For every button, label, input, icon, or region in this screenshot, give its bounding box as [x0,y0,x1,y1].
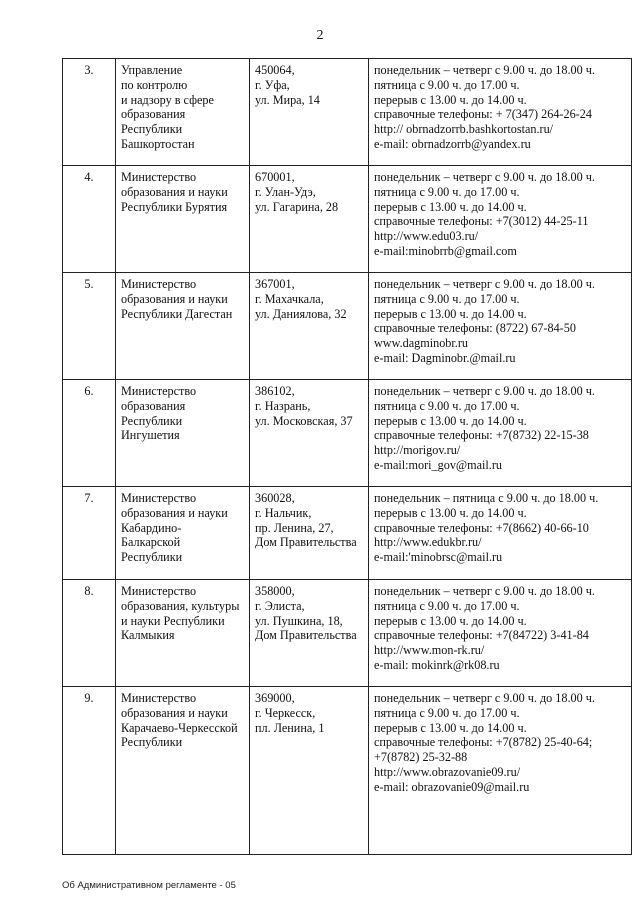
schedule-contacts-line: пятница с 9.00 ч. до 17.00 ч. [374,291,520,306]
address-line: 358000, [255,584,295,598]
schedule-contacts-line: http://morigov.ru/ [374,443,461,458]
schedule-contacts-line: e-mail: Dagminobr.@mail.ru [374,350,516,365]
organization-line: образования и науки [121,705,228,720]
agencies-table [62,58,632,855]
schedule-contacts-line: http://www.obrazovanie09.ru/ [374,764,521,779]
organization-line: Республики [121,735,183,750]
schedule-contacts-line: понедельник – четверг с 9.00 ч. до 18.00 ч. [374,277,595,291]
schedule-contacts-cell [369,273,632,380]
address-line: г. Нальчик, [255,505,312,520]
address-cell [250,273,369,380]
row-number-cell: 4. [63,166,116,273]
schedule-contacts-line: понедельник – четверг с 9.00 ч. до 18.00 ч. [374,63,595,77]
organization-cell [116,487,250,580]
organization-line: Республики [121,413,183,428]
schedule-contacts-line: перерыв с 13.00 ч. до 14.00 ч. [374,505,527,520]
schedule-contacts-line: перерыв с 13.00 ч. до 14.00 ч. [374,306,527,321]
table-row [63,166,632,273]
address-line: 450064, [255,63,295,77]
organization-line: Республики Бурятия [121,199,228,214]
organization-line: образования и науки [121,291,228,306]
table-row [63,687,632,855]
organization-line: образования и науки [121,505,228,520]
address-line: ул. Московская, 37 [255,413,353,428]
schedule-contacts-line: e-mail: obrazovanie09@mail.ru [374,779,530,794]
organization-line: образования [121,107,186,122]
organization-cell [116,273,250,380]
schedule-contacts-line: e-mail: obrnadzorrb@yandex.ru [374,136,531,151]
schedule-contacts-line: справочные телефоны: +7(8782) 25-40-64; [374,735,593,750]
table-row [63,59,632,166]
address-line: ул. Мира, 14 [255,92,320,107]
organization-line: Министерство [121,170,197,184]
table-row [63,273,632,380]
schedule-contacts-cell [369,487,632,580]
schedule-contacts-line: пятница с 9.00 ч. до 17.00 ч. [374,598,520,613]
address-line: г. Улан-Удэ, [255,184,316,199]
organization-line: Управление [121,63,183,77]
schedule-contacts-line: понедельник – четверг с 9.00 ч. до 18.00 ч. [374,170,595,184]
organization-line: Кабардино- [121,520,182,535]
row-number-cell: 5. [63,273,116,380]
address-line: пр. Ленина, 27, [255,520,334,535]
agencies-table-body [63,59,632,855]
organization-line: образования, культуры [121,598,240,613]
organization-line: Республики Дагестан [121,306,233,321]
address-line: г. Назрань, [255,398,311,413]
address-line: г. Черкесск, [255,705,316,720]
schedule-contacts-line: пятница с 9.00 ч. до 17.00 ч. [374,77,520,92]
schedule-contacts-line: перерыв с 13.00 ч. до 14.00 ч. [374,199,527,214]
table-row [63,487,632,580]
schedule-contacts-line: понедельник – пятница с 9.00 ч. до 18.00 ч. [374,491,599,505]
address-cell [250,59,369,166]
organization-line: Министерство [121,691,197,705]
address-line: 369000, [255,691,295,705]
organization-cell [116,380,250,487]
organization-line: Карачаево-Черкесской [121,720,238,735]
schedule-contacts-line: www.dagminobr.ru [374,336,468,351]
schedule-contacts-cell [369,59,632,166]
row-number-cell: 8. [63,580,116,687]
organization-line: по контролю [121,77,188,92]
schedule-contacts-line: справочные телефоны: + 7(347) 264-26-24 [374,107,592,122]
organization-cell [116,687,250,855]
schedule-contacts-line: пятница с 9.00 ч. до 17.00 ч. [374,184,520,199]
schedule-contacts-line: справочные телефоны: +7(3012) 44-25-11 [374,214,589,229]
organization-cell [116,580,250,687]
address-cell [250,166,369,273]
address-line: ул. Пушкина, 18, [255,613,343,628]
schedule-contacts-line: перерыв с 13.00 ч. до 14.00 ч. [374,720,527,735]
address-line: 386102, [255,384,295,398]
schedule-contacts-line: справочные телефоны: +7(84722) 3-41-84 [374,628,589,643]
schedule-contacts-cell [369,380,632,487]
organization-line: Башкортостан [121,136,195,151]
table-row [63,380,632,487]
organization-line: и науки Республики [121,613,225,628]
schedule-contacts-line: http://www.mon-rk.ru/ [374,643,485,658]
address-line: 670001, [255,170,295,184]
schedule-contacts-cell [369,687,632,855]
organization-line: образования и науки [121,184,228,199]
organization-line: Ингушетия [121,428,180,443]
address-line: г. Уфа, [255,77,290,92]
address-cell [250,487,369,580]
schedule-contacts-line: e-mail:minobrrb@gmail.com [374,243,517,258]
address-line: ул. Даниялова, 32 [255,306,347,321]
schedule-contacts-cell [369,580,632,687]
schedule-contacts-line: пятница с 9.00 ч. до 17.00 ч. [374,398,520,413]
organization-line: Министерство [121,277,197,291]
organization-line: образования [121,398,186,413]
schedule-contacts-line: http://www.edu03.ru/ [374,229,479,244]
schedule-contacts-line: http:// obrnadzorrb.bashkortostan.ru/ [374,122,554,137]
organization-line: Республики [121,550,183,565]
schedule-contacts-line: понедельник – четверг с 9.00 ч. до 18.00 ч. [374,584,595,598]
schedule-contacts-line: пятница с 9.00 ч. до 17.00 ч. [374,705,520,720]
organization-line: и надзору в сфере [121,92,214,107]
address-line: 360028, [255,491,295,505]
organization-cell [116,59,250,166]
organization-line: Республики [121,122,183,137]
schedule-contacts-line: +7(8782) 25-32-88 [374,750,468,765]
schedule-contacts-line: e-mail:mori_gov@mail.ru [374,457,502,472]
schedule-contacts-line: e-mail:'minobrsc@mail.ru [374,550,503,565]
row-number-cell: 6. [63,380,116,487]
table-row [63,580,632,687]
schedule-contacts-line: перерыв с 13.00 ч. до 14.00 ч. [374,92,527,107]
address-cell [250,687,369,855]
address-line: г. Элиста, [255,598,305,613]
organization-line: Калмыкия [121,628,175,643]
schedule-contacts-line: перерыв с 13.00 ч. до 14.00 ч. [374,413,527,428]
address-line: г. Махачкала, [255,291,324,306]
schedule-contacts-line: понедельник – четверг с 9.00 ч. до 18.00 ч. [374,691,595,705]
organization-line: Министерство [121,384,197,398]
organization-line: Министерство [121,584,197,598]
schedule-contacts-line: справочные телефоны: +7(8662) 40-66-10 [374,520,589,535]
schedule-contacts-line: http://www.edukbr.ru/ [374,535,482,550]
address-line: Дом Правительства [255,535,357,550]
organization-line: Балкарской [121,535,181,550]
row-number-cell: 9. [63,687,116,855]
schedule-contacts-line: справочные телефоны: (8722) 67-84-50 [374,321,576,336]
schedule-contacts-line: перерыв с 13.00 ч. до 14.00 ч. [374,613,527,628]
address-line: ул. Гагарина, 28 [255,199,339,214]
address-cell [250,580,369,687]
address-line: 367001, [255,277,295,291]
schedule-contacts-line: справочные телефоны: +7(8732) 22-15-38 [374,428,589,443]
address-line: Дом Правительства [255,628,357,643]
schedule-contacts-cell [369,166,632,273]
address-line: пл. Ленина, 1 [255,720,325,735]
address-cell [250,380,369,487]
page-number: 2 [316,28,324,43]
organization-cell [116,166,250,273]
organization-line: Министерство [121,491,197,505]
schedule-contacts-line: e-mail: mokinrk@rk08.ru [374,657,500,672]
schedule-contacts-line: понедельник – четверг с 9.00 ч. до 18.00 ч. [374,384,595,398]
document-footer: Об Административном регламенте - 05 [62,880,236,891]
row-number-cell: 7. [63,487,116,580]
row-number-cell: 3. [63,59,116,166]
